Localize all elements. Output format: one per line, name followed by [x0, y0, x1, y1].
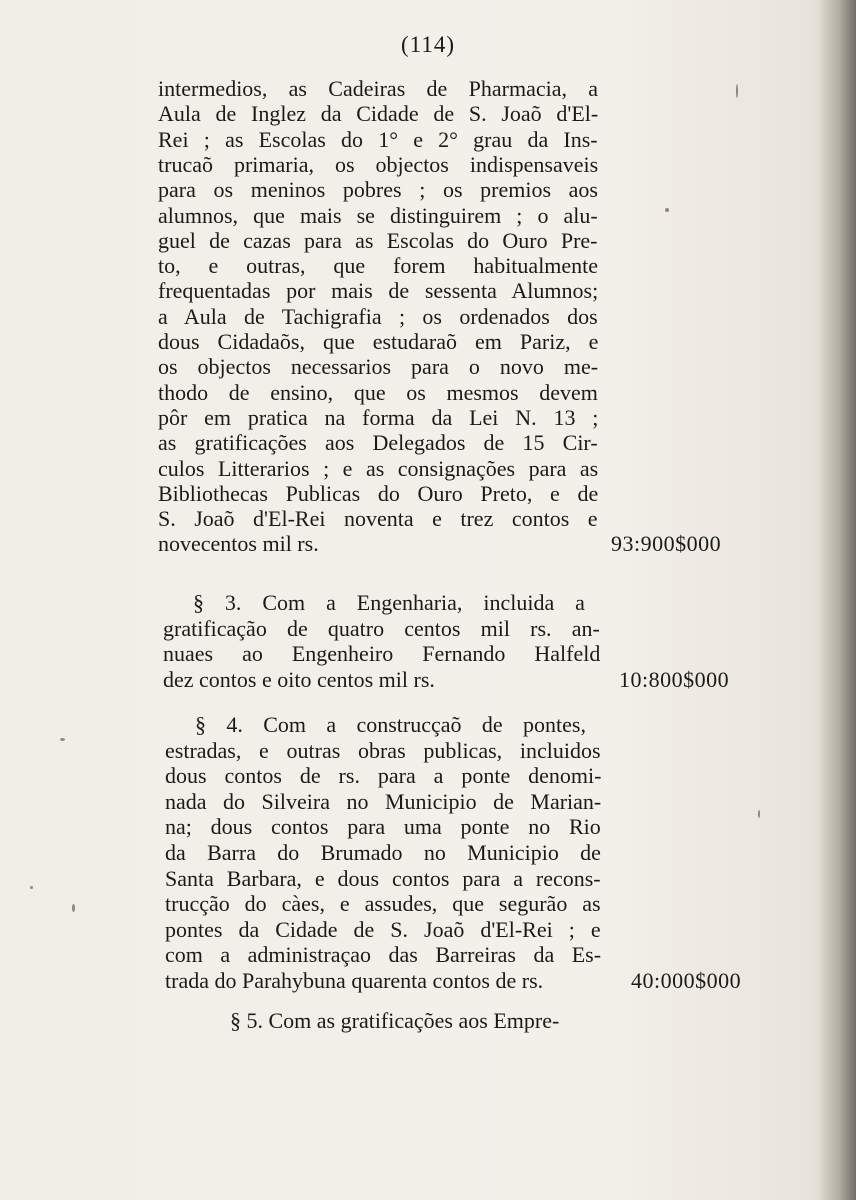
ink-speck — [665, 208, 669, 212]
text-line: pontes da Cidade de S. Joaõ d'El-Rei ; e — [165, 916, 601, 942]
text-line: culos Litterarios ; e as consignações para as — [158, 455, 599, 481]
text-line: trada do Parahybuna quarenta contos de rs. — [165, 968, 544, 993]
ink-speck — [758, 810, 760, 818]
text-line: Aula de Inglez da Cidade de S. Joaõ d'El- — [158, 101, 599, 127]
text-line: Rei ; as Escolas do 1° e 2° grau da Ins- — [158, 126, 598, 152]
text-line: na; dous contos para uma ponte no Rio — [165, 814, 601, 840]
text-line: trucaõ primaria, os objectos indispensaveis — [158, 151, 599, 177]
text-line: nada do Silveira no Municipio de Marian- — [165, 788, 602, 814]
ink-speck — [72, 904, 75, 912]
text-line: to, e outras, que forem habitualmente — [158, 253, 599, 279]
amount-value: 10:800$000 — [619, 667, 730, 693]
text-line: intermedios, as Cadeiras de Pharmacia, a — [158, 76, 599, 101]
ink-speck — [60, 738, 65, 741]
page-edge-shadow — [818, 0, 856, 1200]
text-line: gratificação de quatro centos mil rs. an- — [163, 615, 600, 641]
text-line: Bibliothecas Publicas do Ouro Preto, e de — [158, 480, 599, 506]
text-line: as gratificações aos Delegados de 15 Cir- — [158, 430, 598, 456]
page-number: (114) — [401, 32, 455, 57]
ink-speck — [30, 886, 33, 889]
text-line: alumnos, que mais se distinguirem ; o alu- — [158, 202, 598, 228]
amount-value: 40:000$000 — [631, 968, 742, 993]
text-line: para os meninos pobres ; os premios aos — [158, 177, 598, 203]
text-line: frequentadas por mais de sessenta Alumnos; — [158, 278, 599, 304]
text-line: S. Joaõ d'El-Rei noventa e trez contos e — [158, 506, 598, 532]
text-line: da Barra do Brumado no Municipio de — [165, 840, 601, 865]
text-line: novecentos mil rs. — [158, 531, 319, 557]
text-line: com a administraçao das Barreiras da Es- — [165, 942, 602, 968]
text-line: nuaes ao Engenheiro Fernando Halfeld — [163, 641, 601, 667]
text-line: Santa Barbara, e dous contos para a recons- — [165, 865, 601, 891]
text-line: § 3. Com a Engenharia, incluida a — [193, 590, 585, 615]
text-line: dous contos de rs. para a ponte denomi- — [165, 763, 602, 789]
text-line: thodo de ensino, que os mesmos devem — [158, 379, 598, 405]
text-line: trucção do càes, e assudes, que segurão as — [165, 891, 601, 917]
text-line: dous Cidadaõs, que estudaraõ em Pariz, e — [158, 329, 599, 354]
text-line: pôr em pratica na forma da Lei N. 13 ; — [158, 404, 599, 430]
text-line: estradas, e outras obras publicas, incluidos — [165, 737, 601, 763]
text-line: § 4. Com a construcçaõ de pontes, — [195, 712, 586, 737]
text-line: § 5. Com as gratificações aos Empre- — [230, 1008, 560, 1033]
ink-speck — [736, 84, 738, 98]
amount-value: 93:900$000 — [611, 531, 722, 557]
text-line: a Aula de Tachigrafia ; os ordenados dos — [158, 303, 598, 329]
text-line: dez contos e oito centos mil rs. — [163, 667, 435, 693]
text-line: guel de cazas para as Escolas do Ouro Pre- — [158, 227, 598, 253]
text-line: os objectos necessarios para o novo me- — [158, 354, 599, 380]
